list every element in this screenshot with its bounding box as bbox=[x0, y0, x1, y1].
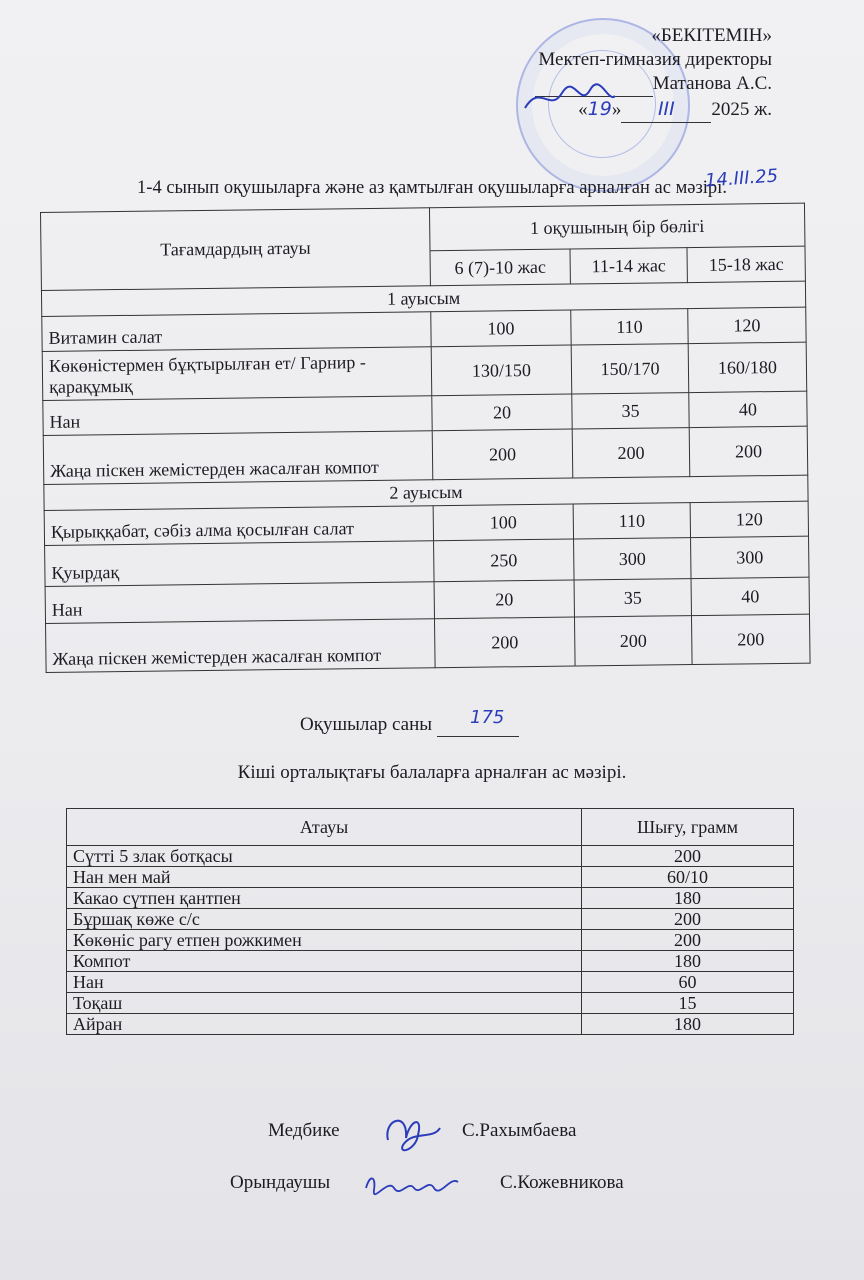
table-row: Компот 180 bbox=[67, 951, 794, 972]
col-header-name: Атауы bbox=[67, 809, 582, 846]
table-row: Қырыққабат, сәбіз алма қосылған салат 100 110 120 bbox=[44, 501, 808, 545]
approval-director-name: Матанова А.С. bbox=[652, 73, 772, 94]
approval-role: Мектеп-гимназия директоры bbox=[538, 49, 772, 70]
executor-name: С.Кожевникова bbox=[500, 1172, 624, 1193]
approval-month: III bbox=[657, 98, 675, 120]
students-count-value: 175 bbox=[470, 707, 505, 728]
table-row: Тоқаш 15 bbox=[67, 993, 794, 1014]
table-row: Көкөніс рагу етпен рожкимен 200 bbox=[67, 930, 794, 951]
shift-2-label: 2 ауысым bbox=[44, 475, 808, 510]
nurse-signature bbox=[378, 1100, 448, 1160]
table-row: Витамин салат 100 110 120 bbox=[42, 307, 806, 351]
approval-heading: «БЕКІТЕМІН» bbox=[651, 25, 772, 46]
table-row: Жаңа піскен жемістерден жасалған компот 200 200 200 bbox=[46, 614, 811, 672]
table-row: Нан мен май 60/10 bbox=[67, 867, 794, 888]
nurse-label: Медбике bbox=[268, 1120, 340, 1141]
executor-signature bbox=[362, 1168, 462, 1200]
menu1-title: 1-4 сынып оқушыларға және аз қамтылған оқушыларға арналған ас мәзірі. bbox=[137, 178, 727, 198]
table-row: Нан 20 35 40 bbox=[45, 577, 809, 623]
col-header-portion: 1 оқушының бір бөлігі bbox=[429, 203, 804, 251]
director-signature bbox=[520, 78, 620, 118]
col-header-dish: Тағамдардың атауы bbox=[41, 208, 431, 291]
col-header-age-3: 15-18 жас bbox=[687, 246, 805, 282]
table-row: Қуырдақ 250 300 300 bbox=[45, 536, 809, 586]
menu-date-handwritten: 14.III.25 bbox=[704, 165, 779, 192]
col-header-yield: Шығу, грамм bbox=[582, 809, 794, 846]
table-row: Нан 20 35 40 bbox=[43, 391, 807, 435]
approval-day: 19 bbox=[587, 98, 612, 120]
table-row: Какао сүтпен қантпен 180 bbox=[67, 888, 794, 909]
menu2-table bbox=[66, 808, 794, 1035]
shift-1-label: 1 ауысым bbox=[41, 281, 805, 316]
executor-label: Орындаушы bbox=[230, 1172, 331, 1193]
col-header-age-2: 11-14 жас bbox=[570, 248, 687, 284]
nurse-name: С.Рахымбаева bbox=[462, 1120, 577, 1141]
table-row: Нан 60 bbox=[67, 972, 794, 993]
table-row: Сүтті 5 злак ботқасы 200 bbox=[67, 846, 794, 867]
menu1-table bbox=[40, 203, 811, 673]
table-row: Жаңа піскен жемістерден жасалған компот 200 200 200 bbox=[43, 426, 808, 484]
table-row: Бұршақ көже с/с 200 bbox=[67, 909, 794, 930]
approval-year: 2025 ж. bbox=[711, 99, 772, 120]
col-header-age-1: 6 (7)-10 жас bbox=[430, 249, 570, 286]
approval-block: «БЕКІТЕМІН» Мектеп-гимназия директоры Матанова А.С. «19» III 2025 ж. bbox=[442, 24, 772, 123]
students-count-label: Оқушылар саны bbox=[300, 714, 433, 735]
table-row: Айран 180 bbox=[67, 1014, 794, 1035]
menu2-title: Кіші орталықтағы балаларға арналған ас мәзірі. bbox=[237, 762, 627, 783]
table-row: Көкөністермен бұқтырылған ет/ Гарнир - қарақұмық 130/150 150/170 160/180 bbox=[42, 342, 807, 400]
